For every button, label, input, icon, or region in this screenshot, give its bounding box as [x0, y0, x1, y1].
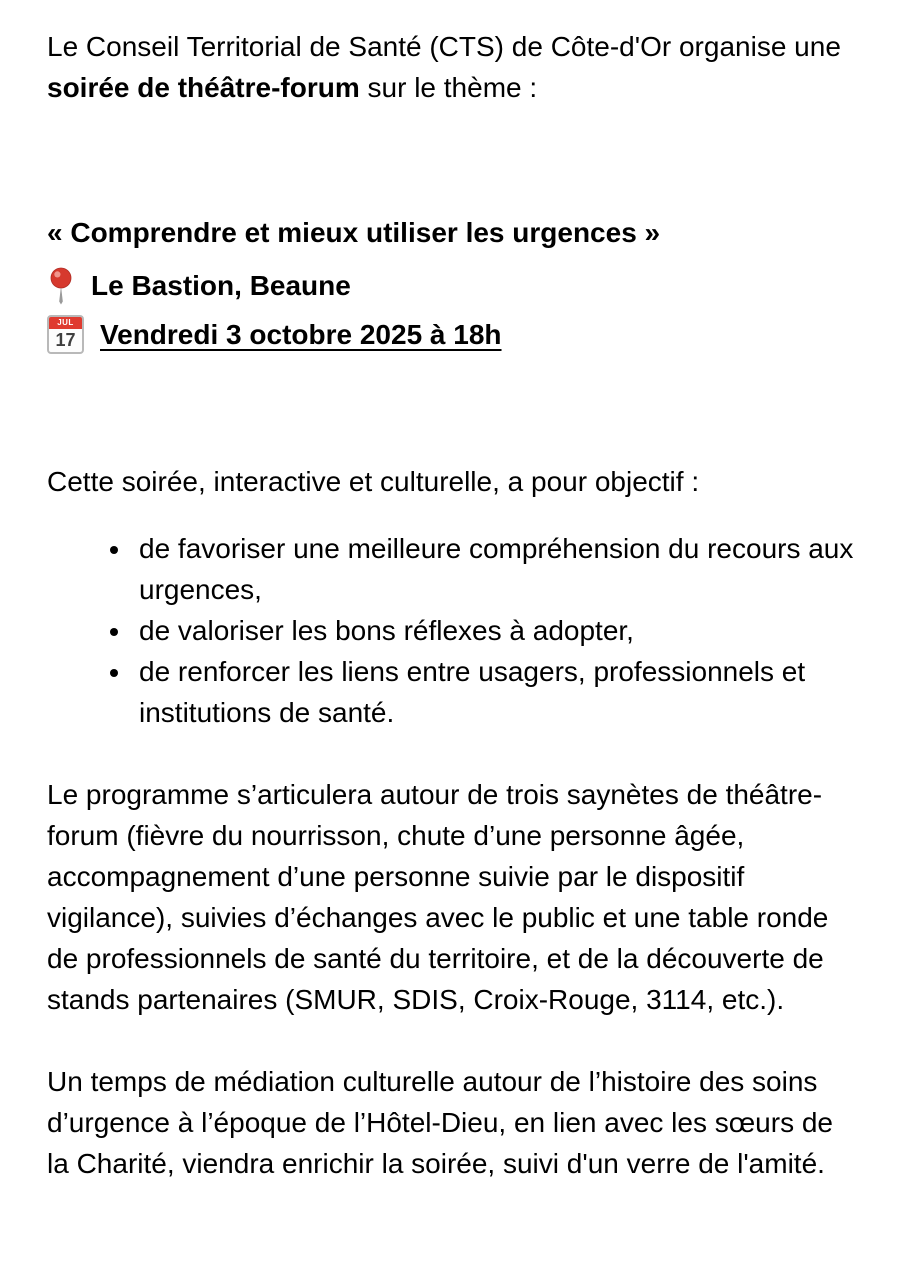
program-paragraph: Le programme s’articulera autour de trois saynètes de théâtre-forum (fièvre du nourrisson, chute d’une personne âgée, accompagnement d’une personne suivie par le dispositif vigilance), suivies d’échanges avec le public et une table ronde de professionnels de santé du territoire, et de la découverte de stands partenaires (SMUR, SDIS, Croix-Rouge, 3114, etc.). [47, 779, 829, 1015]
pushpin-icon [47, 267, 75, 305]
event-title: « Comprendre et mieux utiliser les urgences » [47, 217, 661, 248]
event-date-line [47, 314, 855, 355]
calendar-icon [47, 315, 84, 354]
intro-text-bold: soirée de théâtre-forum [47, 72, 360, 103]
intro-text-post: sur le thème : [359, 72, 538, 103]
mediation-paragraph: Un temps de médiation culturelle autour de l’histoire des soins d’urgence à l’époque de l’Hôtel-Dieu, en lien avec les sœurs de la Charité, viendra enrichir la soirée, suivi d'un verre de l'amité. [47, 1066, 833, 1179]
list-item: • de renforcer les liens entre usagers, professionnels et institutions de santé. [133, 651, 855, 733]
list-item: • de favoriser une meilleure compréhension du recours aux urgences, [133, 528, 855, 610]
event-location: Le Bastion, Beaune [91, 270, 351, 301]
list-item: • de valoriser les bons réflexes à adopter, [133, 610, 855, 651]
intro-paragraph [47, 26, 855, 108]
event-datetime: Vendredi 3 octobre 2025 à 18h [100, 319, 502, 350]
event-location-line [47, 265, 855, 306]
objectives-list [47, 528, 855, 733]
calendar-icon-month: JUL [49, 317, 82, 329]
calendar-icon-day: 17 [55, 330, 76, 350]
intro-text-pre: Le Conseil Territorial de Santé (CTS) de Côte-d'Or organise une [47, 31, 841, 62]
objectives-lead: Cette soirée, interactive et culturelle, a pour objectif : [47, 466, 700, 497]
